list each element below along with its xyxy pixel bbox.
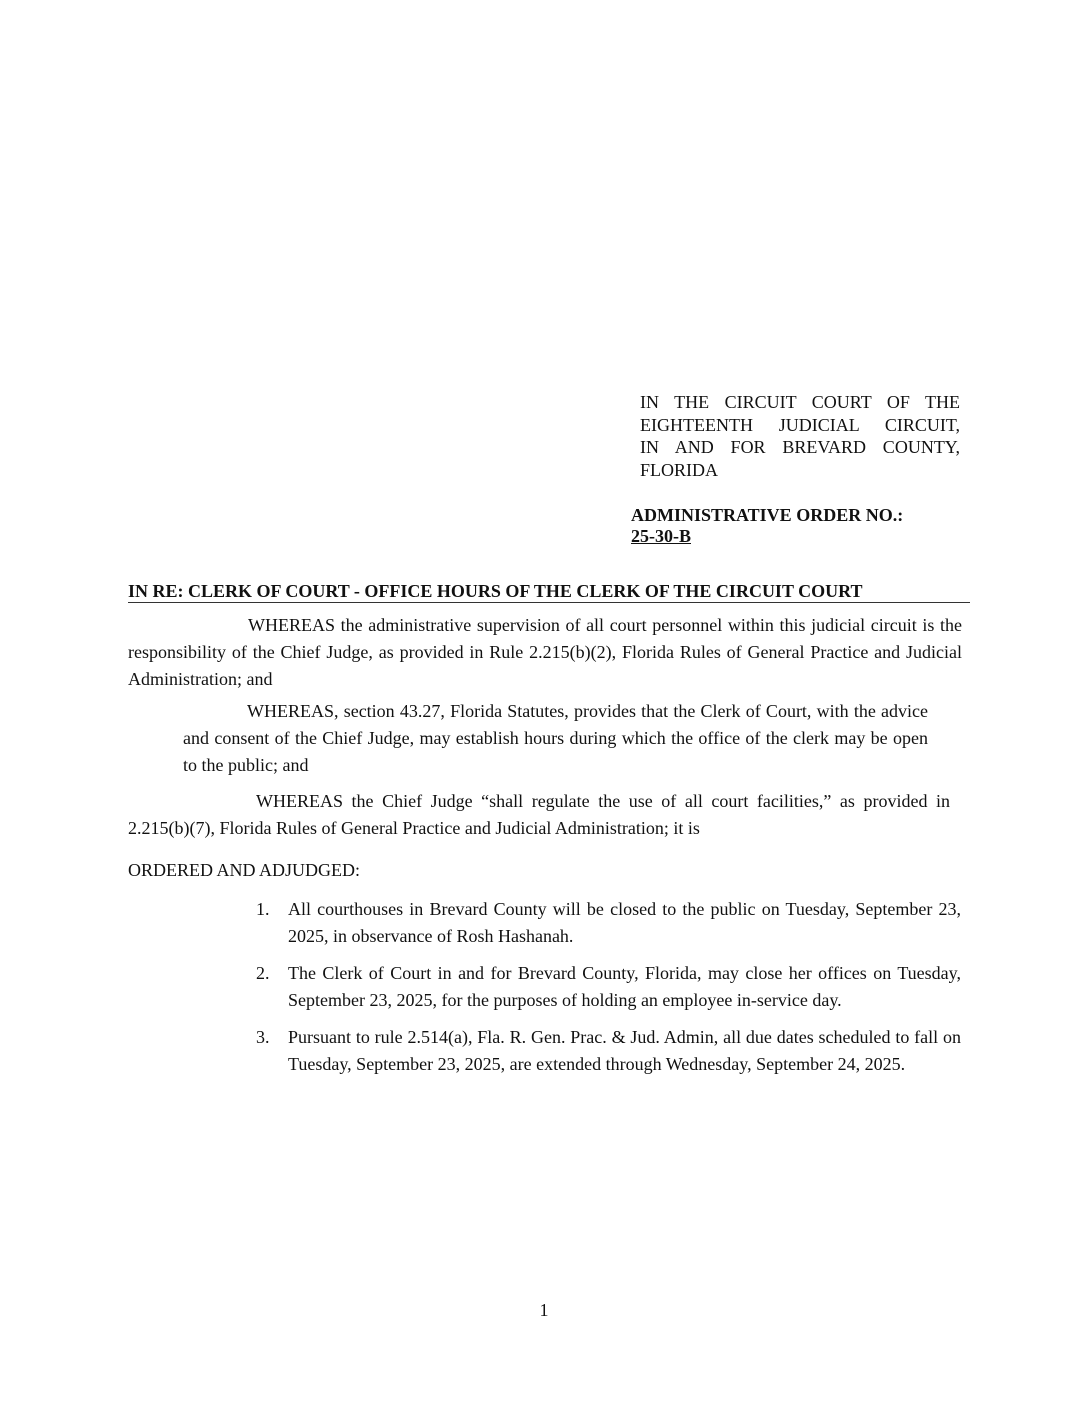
order-item-2: [256, 960, 961, 1014]
order-item-number: 1.: [256, 899, 270, 919]
order-item-number: 3.: [256, 1027, 270, 1047]
caption-line-4: FLORIDA: [640, 459, 719, 480]
caption-line-3: IN AND FOR BREVARD COUNTY,: [640, 437, 960, 457]
order-item-number: 2.: [256, 963, 270, 983]
order-item-text: The Clerk of Court in and for Brevard County, Florida, may close her offices on Tuesday, September 23, 2025, for the purposes of holding an employee in-service day.: [288, 963, 961, 1010]
whereas-paragraph-1: WHEREAS the administrative supervision of all court personnel within this judicial circuit is the responsibility of the Chief Judge, as provided in Rule 2.215(b)(2), Florida Rules of General Practice and Judicial Administration; and: [128, 615, 962, 689]
order-number: 25-30-B: [631, 526, 691, 546]
order-item-text: Pursuant to rule 2.514(a), Fla. R. Gen. Prac. & Jud. Admin, all due dates scheduled to fall on Tuesday, September 23, 2025, are extended through Wednesday, September 24, 2025.: [288, 1027, 961, 1074]
order-number-label: ADMINISTRATIVE ORDER NO.:: [631, 505, 904, 525]
in-re-heading: IN RE: CLERK OF COURT - OFFICE HOURS OF THE CLERK OF THE CIRCUIT COURT: [128, 580, 970, 603]
ordered-heading: ORDERED AND ADJUDGED:: [128, 860, 361, 880]
court-caption: [640, 391, 960, 481]
whereas-paragraph-3: WHEREAS the Chief Judge “shall regulate the use of all court facilities,” as provided in 2.215(b)(7), Florida Rules of General Practice and Judicial Administration; it is: [128, 791, 950, 838]
page-number: 1: [539, 1300, 549, 1320]
caption-line-1: IN THE CIRCUIT COURT OF THE: [640, 392, 960, 412]
order-item-text: All courthouses in Brevard County will be closed to the public on Tuesday, September 23, 2025, in observance of Rosh Hashanah.: [288, 899, 961, 946]
order-item-3: [256, 1024, 961, 1078]
whereas-paragraph-2: WHEREAS, section 43.27, Florida Statutes, provides that the Clerk of Court, with the advice and consent of the Chief Judge, may establish hours during which the office of the clerk may be open to the public; and: [183, 701, 928, 775]
administrative-order-block: [631, 505, 971, 547]
order-item-1: [256, 896, 961, 950]
caption-line-2: EIGHTEENTH JUDICIAL CIRCUIT,: [640, 414, 960, 435]
